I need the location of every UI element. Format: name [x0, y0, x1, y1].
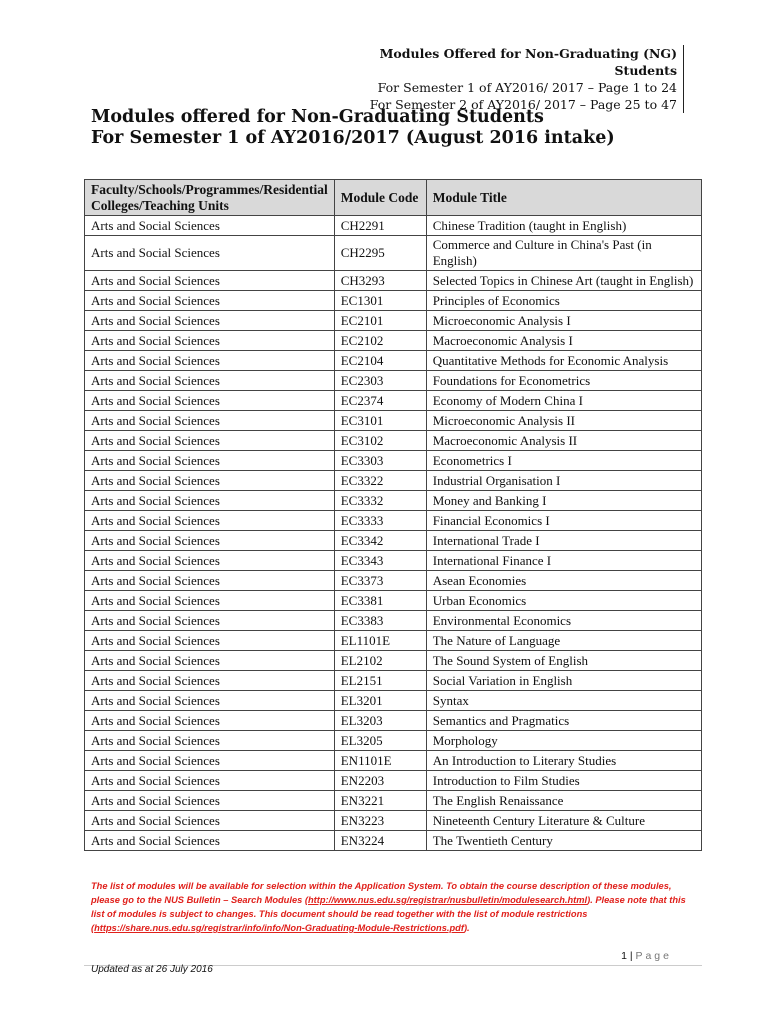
cell-module-title: Macroeconomic Analysis I	[426, 331, 701, 351]
cell-module-title: Asean Economies	[426, 571, 701, 591]
cell-faculty: Arts and Social Sciences	[85, 271, 335, 291]
cell-faculty: Arts and Social Sciences	[85, 551, 335, 571]
table-row	[85, 451, 702, 471]
cell-faculty: Arts and Social Sciences	[85, 651, 335, 671]
title-line-1: Modules offered for Non-Graduating Students	[91, 107, 544, 127]
table-row	[85, 711, 702, 731]
table-row	[85, 651, 702, 671]
cell-module-title: Foundations for Econometrics	[426, 371, 701, 391]
page-number-value: 1	[621, 950, 627, 962]
cell-faculty: Arts and Social Sciences	[85, 671, 335, 691]
cell-faculty: Arts and Social Sciences	[85, 331, 335, 351]
notice-text-part-3: ).	[463, 923, 470, 933]
cell-faculty: Arts and Social Sciences	[85, 291, 335, 311]
cell-module-code: EN1101E	[334, 751, 426, 771]
cell-module-code: EN3221	[334, 791, 426, 811]
document-header	[357, 45, 684, 113]
cell-module-code: EN3224	[334, 831, 426, 851]
table-row	[85, 331, 702, 351]
table-row	[85, 391, 702, 411]
column-header-faculty: Faculty/Schools/Programmes/Residential Colleges/Teaching Units	[85, 180, 335, 216]
cell-module-title: Selected Topics in Chinese Art (taught in English)	[426, 271, 701, 291]
table-row	[85, 491, 702, 511]
page-title	[91, 107, 615, 149]
column-header-module-code: Module Code	[334, 180, 426, 216]
cell-module-code: EL1101E	[334, 631, 426, 651]
cell-module-code: EC2374	[334, 391, 426, 411]
cell-module-title: Principles of Economics	[426, 291, 701, 311]
cell-module-title: The English Renaissance	[426, 791, 701, 811]
cell-module-code: EC3342	[334, 531, 426, 551]
cell-module-code: EC3381	[334, 591, 426, 611]
table-row	[85, 571, 702, 591]
cell-module-title: An Introduction to Literary Studies	[426, 751, 701, 771]
cell-module-code: EC3322	[334, 471, 426, 491]
table-row	[85, 551, 702, 571]
cell-faculty: Arts and Social Sciences	[85, 731, 335, 751]
cell-module-code: EL2102	[334, 651, 426, 671]
cell-faculty: Arts and Social Sciences	[85, 811, 335, 831]
table-row	[85, 791, 702, 811]
cell-faculty: Arts and Social Sciences	[85, 431, 335, 451]
cell-faculty: Arts and Social Sciences	[85, 611, 335, 631]
table-row	[85, 771, 702, 791]
cell-module-title: Commerce and Culture in China's Past (in English)	[426, 236, 701, 271]
cell-module-title: Environmental Economics	[426, 611, 701, 631]
column-header-module-title: Module Title	[426, 180, 701, 216]
table-row	[85, 511, 702, 531]
cell-faculty: Arts and Social Sciences	[85, 571, 335, 591]
cell-module-code: CH2291	[334, 216, 426, 236]
table-row	[85, 611, 702, 631]
table-row	[85, 431, 702, 451]
table-row	[85, 671, 702, 691]
cell-faculty: Arts and Social Sciences	[85, 591, 335, 611]
cell-module-title: Social Variation in English	[426, 671, 701, 691]
cell-module-code: EC2102	[334, 331, 426, 351]
cell-module-code: CH3293	[334, 271, 426, 291]
cell-faculty: Arts and Social Sciences	[85, 631, 335, 651]
cell-module-title: The Nature of Language	[426, 631, 701, 651]
cell-faculty: Arts and Social Sciences	[85, 751, 335, 771]
table-header-row	[85, 180, 702, 216]
table-row	[85, 531, 702, 551]
cell-module-code: EL3201	[334, 691, 426, 711]
cell-module-code: EC3101	[334, 411, 426, 431]
notice-text-part-1: The list of modules will be available for selection within the Application System. To obtain the course description of these modules, please go to the NUS Bulletin – Search Modules (	[91, 881, 672, 905]
cell-module-title: Introduction to Film Studies	[426, 771, 701, 791]
cell-faculty: Arts and Social Sciences	[85, 371, 335, 391]
cell-faculty: Arts and Social Sciences	[85, 711, 335, 731]
cell-module-title: Economy of Modern China I	[426, 391, 701, 411]
cell-module-code: EC3343	[334, 551, 426, 571]
cell-module-code: EC3332	[334, 491, 426, 511]
cell-faculty: Arts and Social Sciences	[85, 411, 335, 431]
cell-module-title: Financial Economics I	[426, 511, 701, 531]
updated-date: Updated as at 26 July 2016	[91, 964, 213, 975]
cell-module-code: EC2101	[334, 311, 426, 331]
cell-module-code: EN2203	[334, 771, 426, 791]
cell-module-code: EC3303	[334, 451, 426, 471]
cell-module-code: CH2295	[334, 236, 426, 271]
cell-module-code: EL3205	[334, 731, 426, 751]
cell-faculty: Arts and Social Sciences	[85, 831, 335, 851]
cell-module-title: Econometrics I	[426, 451, 701, 471]
page-label: Page	[635, 950, 672, 962]
table-row	[85, 271, 702, 291]
cell-faculty: Arts and Social Sciences	[85, 771, 335, 791]
cell-faculty: Arts and Social Sciences	[85, 791, 335, 811]
cell-module-code: EC2104	[334, 351, 426, 371]
table-row	[85, 371, 702, 391]
cell-module-title: Morphology	[426, 731, 701, 751]
cell-faculty: Arts and Social Sciences	[85, 691, 335, 711]
table-row	[85, 291, 702, 311]
header-line-3: For Semester 2 of AY2016/ 2017 – Page 25 to 47	[369, 97, 677, 112]
table-row	[85, 831, 702, 851]
table-row	[85, 411, 702, 431]
table-row	[85, 311, 702, 331]
cell-module-code: EC2303	[334, 371, 426, 391]
table-row	[85, 691, 702, 711]
cell-module-title: Chinese Tradition (taught in English)	[426, 216, 701, 236]
modules-table	[84, 179, 702, 851]
header-line-1: Modules Offered for Non-Graduating (NG) Students	[379, 46, 677, 78]
cell-module-title: Microeconomic Analysis II	[426, 411, 701, 431]
cell-module-code: EN3223	[334, 811, 426, 831]
cell-faculty: Arts and Social Sciences	[85, 351, 335, 371]
title-line-2: For Semester 1 of AY2016/2017 (August 2016 intake)	[91, 128, 615, 148]
cell-module-code: EC3383	[334, 611, 426, 631]
cell-faculty: Arts and Social Sciences	[85, 216, 335, 236]
cell-module-title: Microeconomic Analysis I	[426, 311, 701, 331]
table-row	[85, 351, 702, 371]
cell-module-title: Industrial Organisation I	[426, 471, 701, 491]
cell-module-title: International Finance I	[426, 551, 701, 571]
cell-module-code: EL2151	[334, 671, 426, 691]
table-row	[85, 811, 702, 831]
cell-faculty: Arts and Social Sciences	[85, 451, 335, 471]
page-separator: |	[626, 950, 636, 962]
module-restrictions-link[interactable]: https://share.nus.edu.sg/registrar/info/info/Non-Graduating-Module-Restrictions.pdf	[94, 923, 464, 933]
page-number	[621, 950, 672, 962]
table-row	[85, 731, 702, 751]
table-row	[85, 216, 702, 236]
table-row	[85, 236, 702, 271]
cell-faculty: Arts and Social Sciences	[85, 491, 335, 511]
cell-module-code: EC1301	[334, 291, 426, 311]
cell-faculty: Arts and Social Sciences	[85, 391, 335, 411]
cell-module-title: Syntax	[426, 691, 701, 711]
notice-text	[91, 879, 701, 935]
cell-module-code: EL3203	[334, 711, 426, 731]
cell-module-code: EC3102	[334, 431, 426, 451]
cell-faculty: Arts and Social Sciences	[85, 531, 335, 551]
cell-faculty: Arts and Social Sciences	[85, 511, 335, 531]
cell-module-title: Money and Banking I	[426, 491, 701, 511]
cell-module-title: The Sound System of English	[426, 651, 701, 671]
cell-faculty: Arts and Social Sciences	[85, 471, 335, 491]
table-row	[85, 751, 702, 771]
notice-text-part-2: ). Please note that this list of modules is subject to changes. This document should be read together with the list of module restrictions (	[91, 895, 686, 933]
header-line-2: For Semester 1 of AY2016/ 2017 – Page 1 to 24	[377, 80, 677, 95]
module-search-link[interactable]: http://www.nus.edu.sg/registrar/nusbulletin/modulesearch.html	[307, 895, 588, 905]
cell-module-title: Macroeconomic Analysis II	[426, 431, 701, 451]
cell-module-title: Semantics and Pragmatics	[426, 711, 701, 731]
cell-faculty: Arts and Social Sciences	[85, 311, 335, 331]
cell-faculty: Arts and Social Sciences	[85, 236, 335, 271]
cell-module-title: Urban Economics	[426, 591, 701, 611]
table-body	[85, 216, 702, 851]
cell-module-title: Nineteenth Century Literature & Culture	[426, 811, 701, 831]
cell-module-code: EC3373	[334, 571, 426, 591]
cell-module-title: The Twentieth Century	[426, 831, 701, 851]
table-row	[85, 631, 702, 651]
cell-module-code: EC3333	[334, 511, 426, 531]
cell-module-title: Quantitative Methods for Economic Analysis	[426, 351, 701, 371]
table-row	[85, 591, 702, 611]
table-row	[85, 471, 702, 491]
cell-module-title: International Trade I	[426, 531, 701, 551]
